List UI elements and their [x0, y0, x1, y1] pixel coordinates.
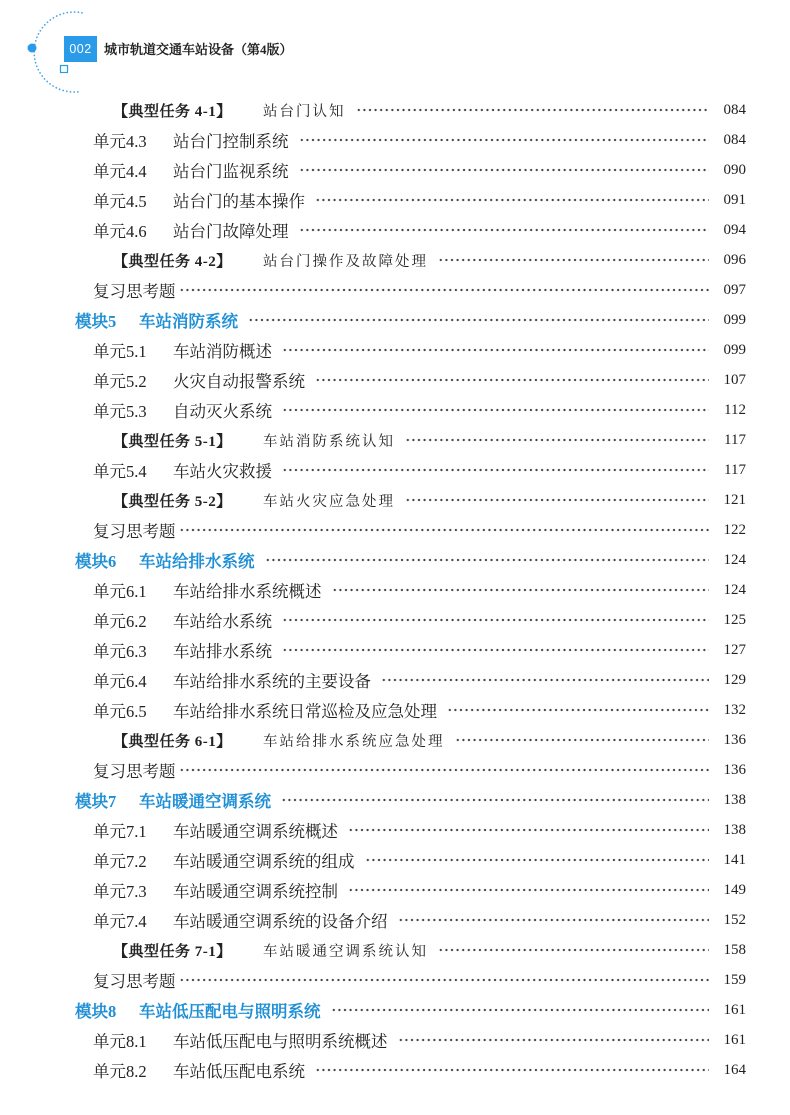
entry-title: 复习思考题	[93, 762, 176, 781]
toc-entry	[0, 1055, 746, 1085]
entry-title: 站台门认知	[263, 103, 346, 120]
entry-label: 单元7.2	[93, 852, 147, 871]
entry-page-number: 124	[723, 581, 746, 598]
toc-entry	[0, 665, 746, 695]
dot-leader	[398, 1038, 710, 1042]
book-title: 城市轨道交通车站设备（第4版）	[104, 42, 293, 57]
entry-page-number: 164	[723, 1061, 746, 1078]
entry-title: 复习思考题	[93, 282, 176, 301]
entry-page-number: 097	[723, 281, 746, 298]
decoration-dot	[28, 44, 37, 53]
entry-title: 车站给排水系统的主要设备	[173, 672, 371, 691]
dot-leader	[348, 828, 709, 832]
entry-label: 单元7.4	[93, 912, 147, 931]
toc-module-entry	[0, 305, 746, 335]
entry-title: 车站暖通空调系统认知	[263, 943, 428, 960]
dotted-arc-decoration	[0, 0, 120, 100]
entry-title: 车站排水系统	[173, 642, 272, 661]
entry-label: 单元6.1	[93, 582, 147, 601]
entry-label: 单元8.2	[93, 1062, 147, 1081]
entry-label: 模块6	[75, 552, 117, 571]
dot-leader	[332, 588, 710, 592]
toc-entry	[0, 395, 746, 425]
entry-title: 复习思考题	[93, 522, 176, 541]
page-number-badge: 002	[64, 36, 97, 62]
entry-label: 单元8.1	[93, 1032, 147, 1051]
entry-page-number: 094	[723, 221, 746, 238]
entry-label: 模块7	[75, 792, 117, 811]
entry-page-number: 124	[723, 551, 746, 568]
entry-title: 车站消防系统认知	[263, 433, 395, 450]
dot-leader	[282, 618, 709, 622]
dot-leader	[447, 708, 709, 712]
toc-entry	[0, 1025, 746, 1055]
entry-title: 站台门故障处理	[173, 222, 289, 241]
entry-label: 单元4.5	[93, 192, 147, 211]
entry-page-number: 161	[723, 1001, 746, 1018]
entry-title: 车站给排水系统日常巡检及应急处理	[173, 702, 437, 721]
toc-entry	[0, 575, 746, 605]
toc-entry	[0, 365, 746, 395]
entry-label: 模块8	[75, 1002, 117, 1021]
dot-leader	[282, 408, 709, 412]
dot-leader	[315, 1068, 709, 1072]
dot-leader	[282, 648, 709, 652]
entry-label: 单元5.2	[93, 372, 147, 391]
entry-page-number: 117	[724, 431, 746, 448]
entry-page-number: 138	[723, 821, 746, 838]
toc-entry	[0, 95, 746, 125]
toc-entry	[0, 185, 746, 215]
entry-title: 车站暖通空调系统概述	[173, 822, 338, 841]
dot-leader	[438, 258, 709, 262]
toc-entry	[0, 875, 746, 905]
toc-module-entry	[0, 785, 746, 815]
entry-label: 单元7.1	[93, 822, 147, 841]
entry-label: 单元4.4	[93, 162, 147, 181]
entry-page-number: 158	[723, 941, 746, 958]
entry-page-number: 099	[723, 341, 746, 358]
dot-leader	[265, 558, 710, 562]
toc-entry	[0, 725, 746, 755]
entry-label: 【典型任务 5-1】	[113, 433, 232, 450]
dot-leader	[282, 468, 709, 472]
entry-page-number: 099	[723, 311, 746, 328]
entry-label: 单元4.6	[93, 222, 147, 241]
entry-page-number: 152	[723, 911, 746, 928]
toc-entry	[0, 215, 746, 245]
dot-leader	[179, 288, 710, 292]
dot-leader	[179, 528, 710, 532]
entry-label: 模块5	[75, 312, 117, 331]
toc-entry	[0, 245, 746, 275]
entry-label: 【典型任务 4-2】	[113, 253, 232, 270]
dot-leader	[315, 198, 709, 202]
entry-page-number: 121	[723, 491, 746, 508]
dot-leader	[438, 948, 709, 952]
dot-leader	[299, 168, 710, 172]
entry-page-number: 138	[723, 791, 746, 808]
entry-title: 火灾自动报警系统	[173, 372, 305, 391]
toc-entry	[0, 845, 746, 875]
entry-title: 车站给排水系统应急处理	[263, 733, 445, 750]
entry-title: 站台门控制系统	[173, 132, 289, 151]
toc-entry	[0, 485, 746, 515]
entry-title: 自动灭火系统	[173, 402, 272, 421]
toc-entry	[0, 815, 746, 845]
entry-title: 车站暖通空调系统	[139, 792, 271, 811]
toc-entry	[0, 695, 746, 725]
dot-leader	[455, 738, 710, 742]
entry-title: 站台门的基本操作	[173, 192, 305, 211]
toc-entry	[0, 605, 746, 635]
entry-label: 单元5.1	[93, 342, 147, 361]
entry-title: 站台门操作及故障处理	[263, 253, 428, 270]
entry-page-number: 112	[724, 401, 746, 418]
entry-label: 单元4.3	[93, 132, 147, 151]
entry-title: 车站给排水系统	[139, 552, 255, 571]
entry-page-number: 084	[723, 101, 746, 118]
dot-leader	[405, 498, 709, 502]
toc-entry	[0, 275, 746, 305]
dot-leader	[281, 798, 709, 802]
entry-page-number: 159	[723, 971, 746, 988]
dot-leader	[299, 138, 710, 142]
dot-leader	[299, 228, 710, 232]
entry-page-number: 161	[723, 1031, 746, 1048]
dot-leader	[315, 378, 709, 382]
toc-entry	[0, 455, 746, 485]
toc-entry	[0, 635, 746, 665]
entry-page-number: 127	[723, 641, 746, 658]
entry-title: 车站给水系统	[173, 612, 272, 631]
entry-title: 车站暖通空调系统控制	[173, 882, 338, 901]
entry-title: 车站消防概述	[173, 342, 272, 361]
entry-page-number: 129	[723, 671, 746, 688]
dot-leader	[356, 108, 710, 112]
dot-leader	[405, 438, 709, 442]
entry-page-number: 136	[723, 731, 746, 748]
dot-leader	[398, 918, 710, 922]
dot-leader	[381, 678, 709, 682]
entry-title: 车站低压配电与照明系统概述	[173, 1032, 388, 1051]
entry-label: 【典型任务 6-1】	[113, 733, 232, 750]
entry-label: 单元7.3	[93, 882, 147, 901]
toc-module-entry	[0, 995, 746, 1025]
entry-page-number: 141	[723, 851, 746, 868]
entry-page-number: 125	[723, 611, 746, 628]
entry-label: 【典型任务 4-1】	[113, 103, 232, 120]
entry-label: 单元5.4	[93, 462, 147, 481]
table-of-contents	[0, 95, 746, 1085]
toc-entry	[0, 755, 746, 785]
entry-page-number: 136	[723, 761, 746, 778]
toc-entry	[0, 125, 746, 155]
dot-leader	[331, 1008, 710, 1012]
toc-entry	[0, 425, 746, 455]
entry-page-number: 091	[723, 191, 746, 208]
dot-leader	[282, 348, 709, 352]
entry-page-number: 107	[723, 371, 746, 388]
dot-leader	[179, 978, 710, 982]
toc-entry	[0, 515, 746, 545]
entry-page-number: 132	[723, 701, 746, 718]
entry-page-number: 090	[723, 161, 746, 178]
dot-leader	[365, 858, 710, 862]
entry-title: 车站低压配电与照明系统	[139, 1002, 321, 1021]
entry-label: 单元5.3	[93, 402, 147, 421]
entry-title: 车站低压配电系统	[173, 1062, 305, 1081]
entry-title: 车站暖通空调系统的组成	[173, 852, 355, 871]
entry-page-number: 149	[723, 881, 746, 898]
entry-page-number: 084	[723, 131, 746, 148]
toc-entry	[0, 335, 746, 365]
toc-entry	[0, 905, 746, 935]
entry-label: 单元6.4	[93, 672, 147, 691]
entry-title: 车站火灾救援	[173, 462, 272, 481]
dot-leader	[248, 318, 709, 322]
entry-page-number: 122	[723, 521, 746, 538]
toc-entry	[0, 965, 746, 995]
toc-module-entry	[0, 545, 746, 575]
entry-title: 车站消防系统	[139, 312, 238, 331]
toc-entry	[0, 155, 746, 185]
entry-title: 车站暖通空调系统的设备介绍	[173, 912, 388, 931]
toc-entry	[0, 935, 746, 965]
dot-leader	[179, 768, 710, 772]
entry-title: 车站火灾应急处理	[263, 493, 395, 510]
decoration-square	[61, 66, 68, 73]
entry-title: 复习思考题	[93, 972, 176, 991]
entry-page-number: 117	[724, 461, 746, 478]
entry-label: 【典型任务 5-2】	[113, 493, 232, 510]
entry-label: 单元6.3	[93, 642, 147, 661]
dot-leader	[348, 888, 709, 892]
entry-title: 车站给排水系统概述	[173, 582, 322, 601]
entry-label: 【典型任务 7-1】	[113, 943, 232, 960]
entry-title: 站台门监视系统	[173, 162, 289, 181]
entry-label: 单元6.2	[93, 612, 147, 631]
entry-page-number: 096	[723, 251, 746, 268]
entry-label: 单元6.5	[93, 702, 147, 721]
